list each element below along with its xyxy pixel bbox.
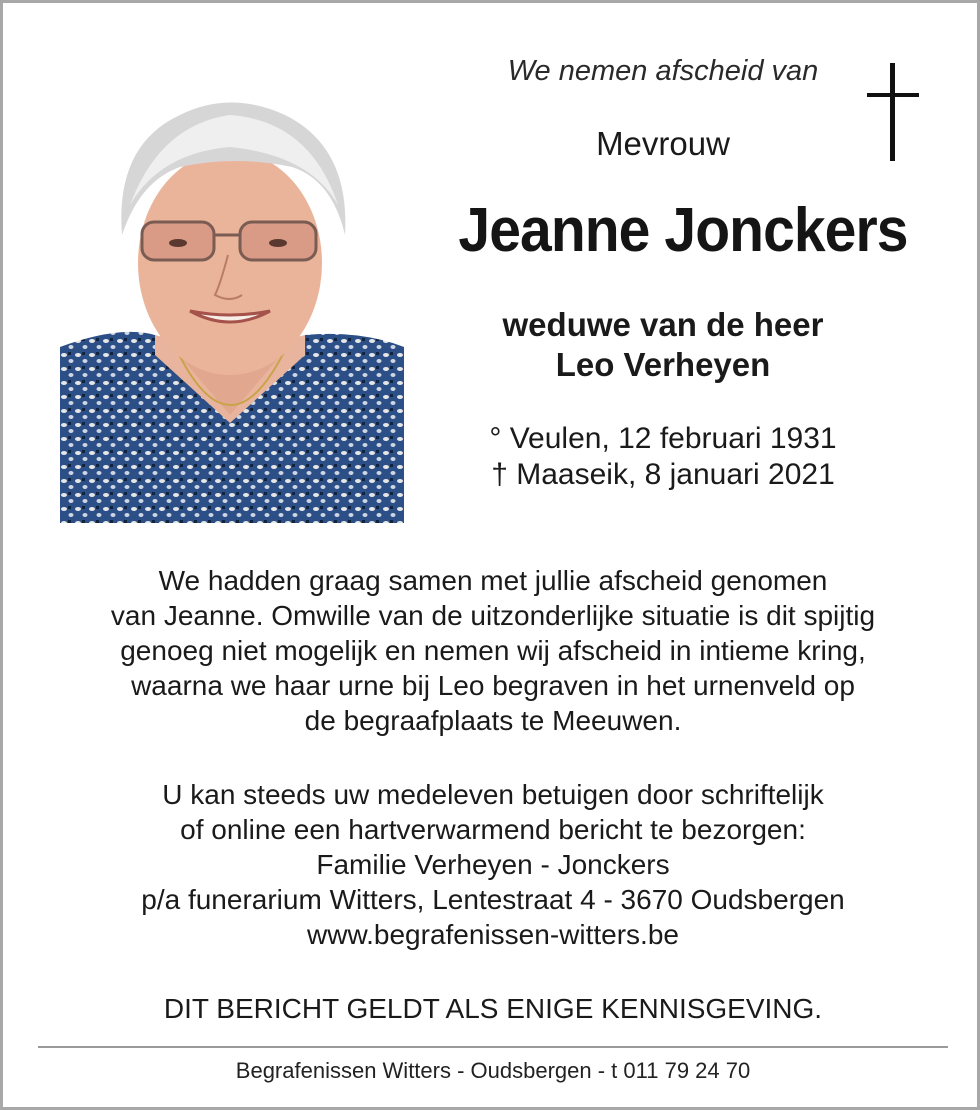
widow-line: Leo Verheyen: [555, 346, 771, 383]
life-dates: [443, 421, 883, 493]
family-name: Familie Verheyen - Jonckers: [316, 849, 670, 880]
paragraph-line: de begraafplaats te Meeuwen.: [304, 705, 682, 736]
portrait-photo: [60, 85, 404, 523]
widow-of: [443, 305, 883, 385]
paragraph-line: genoeg niet mogelijk en nemen wij afscheid in intieme kring,: [120, 635, 866, 666]
paragraph-line: waarna we haar urne bij Leo begraven in het urnenveld op: [131, 670, 855, 701]
footer-divider: [38, 1046, 948, 1048]
widow-line: weduwe van de heer: [502, 306, 824, 343]
postal-address: p/a funerarium Witters, Lentestraat 4 - 3670 Oudsbergen: [141, 884, 845, 915]
intro-text: We nemen afscheid van: [507, 55, 819, 87]
birth-date: ° Veulen, 12 februari 1931: [489, 422, 837, 455]
farewell-paragraph: [43, 563, 943, 738]
footer-text: Begrafenissen Witters - Oudsbergen - t 011 79 24 70: [235, 1058, 751, 1083]
condolence-paragraph: [43, 777, 943, 952]
death-date: † Maaseik, 8 januari 2021: [491, 458, 835, 491]
notice-text: DIT BERICHT GELDT ALS ENIGE KENNISGEVING.: [163, 993, 823, 1024]
paragraph-line: of online een hartverwarmend bericht te bezorgen:: [180, 814, 806, 845]
paragraph-line: van Jeanne. Omwille van de uitzonderlijke situatie is dit spijtig: [110, 600, 876, 631]
honorific: Mevrouw: [596, 125, 730, 162]
paragraph-line: U kan steeds uw medeleven betuigen door schriftelijk: [162, 779, 824, 810]
paragraph-line: We hadden graag samen met jullie afscheid genomen: [158, 565, 828, 596]
deceased-name: Jeanne Jonckers: [458, 196, 908, 265]
website-link[interactable]: www.begrafenissen-witters.be: [307, 919, 679, 950]
